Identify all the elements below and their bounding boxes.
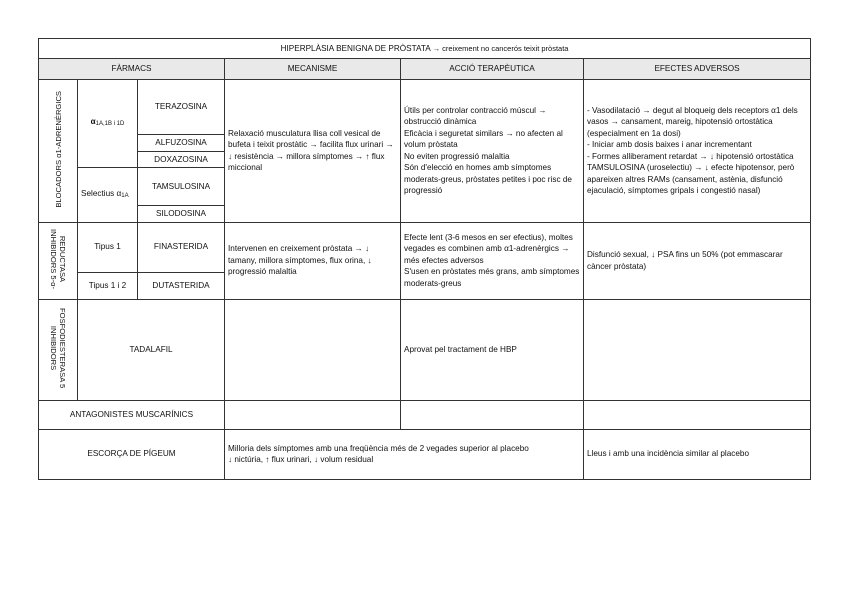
table-row	[39, 80, 811, 135]
5ar-accio-line: Efecte lent (3-6 mesos en ser efectius), moltes vegades es combinen amb α1-adrenèrgics → més efectes adversos	[404, 232, 573, 265]
title-row	[39, 39, 811, 59]
group-blocadors	[39, 80, 78, 223]
alpha-subtype-cell	[78, 80, 138, 168]
blocadors-accio	[401, 80, 584, 223]
blocadors-accio-line: Són d'elecció en homes amb símptomes moderats-greus, pròstates petites i poc risc de progressió	[404, 163, 572, 196]
blocadors-efectes	[584, 80, 811, 223]
group-pde5-label-line1: INHIBIDORS	[49, 325, 58, 370]
table-row	[39, 299, 811, 400]
drug-dutasterida: DUTASTERIDA	[138, 272, 225, 299]
selectius-label: Selectius α	[81, 188, 122, 198]
blocadors-accio-line: No eviten progressió malaltia	[404, 151, 510, 161]
drug-tamsulosina: TAMSULOSINA	[138, 168, 225, 206]
table-row	[39, 400, 811, 429]
group-pde5	[39, 299, 78, 400]
blocadors-accio-line: Eficàcia i seguretat similars → no afecten al volum pròstata	[404, 128, 563, 150]
antagonistes-efectes	[584, 400, 811, 429]
5ar-accio-line: S'usen en pròstates més grans, amb símptomes moderats-greus	[404, 267, 580, 288]
table-row	[39, 222, 811, 272]
blocadors-mecanisme: Relaxació musculatura llisa coll vesical de bufeta i teixit prostàtic → facilita flux urinari → ↓ resistència → millora símptomes → ↑ flux miccional	[225, 80, 401, 223]
blocadors-efectes-line: - Iniciar amb dosis baixes i anar incrementant	[587, 140, 752, 150]
pde5-accio: Aprovat pel tractament de HBP	[401, 299, 584, 400]
escorca-mecanisme-line: Milloria dels símptomes amb una freqüència més de 2 vegades superior al placebo	[228, 443, 529, 453]
title-main: HIPERPLÀSIA BENIGNA DE PRÒSTATA	[280, 43, 431, 53]
header-accio: ACCIÓ TERAPÈUTICA	[401, 59, 584, 80]
antagonistes-accio	[401, 400, 584, 429]
pde5-mecanisme	[225, 299, 401, 400]
antagonistes-mecanisme	[225, 400, 401, 429]
tipus-1: Tipus 1	[78, 222, 138, 272]
blocadors-efectes-line: - Vasodilatació → degut al bloqueig dels receptors α1 dels vasos → cansament, mareig, hipotensió ortostàtica (especialment en 1a dosi)	[587, 105, 798, 138]
drug-doxazosina: DOXAZOSINA	[138, 151, 225, 168]
header-farmacs: FÀRMACS	[39, 59, 225, 80]
escorca-mecanisme	[225, 429, 584, 479]
selectius-cell	[78, 168, 138, 223]
group-5ar-label	[49, 229, 67, 289]
blocadors-efectes-line: - Formes alliberament retardat → ↓ hipotensió ortostàtica	[587, 151, 794, 161]
group-5ar	[39, 222, 78, 299]
escorca-label: ESCORÇA DE PÍGEUM	[39, 429, 225, 479]
bph-drug-table	[38, 38, 811, 480]
table-row	[39, 429, 811, 479]
drug-tadalafil: TADALAFIL	[78, 299, 225, 400]
title-note: → creixement no cancerós teixit pròstata	[432, 43, 569, 53]
drug-silodosina: SILODOSINA	[138, 206, 225, 223]
5ar-accio	[401, 222, 584, 299]
tipus-1-i-2: Tipus 1 i 2	[78, 272, 138, 299]
group-5ar-label-line2: REDUCTASA	[58, 235, 67, 282]
escorca-efectes: Lleus i amb una incidència similar al placebo	[584, 429, 811, 479]
alpha-subscript: 1A,1B i 1D	[95, 121, 125, 128]
blocadors-efectes-line: TAMSULOSINA (uroselectiu) → ↓ efecte hipotensor, però apareixen altres RAMs (cansament, astènia, disfunció ejaculació, símptomes gripals i congestió nasal)	[587, 163, 795, 196]
group-pde5-label-line2: FOSFODIESTERASA 5	[58, 307, 67, 388]
drug-terazosina: TERAZOSINA	[138, 80, 225, 135]
header-row	[39, 59, 811, 80]
selectius-subscript: 1A	[121, 192, 129, 199]
group-5ar-label-line1: INHIBIDORS 5-α-	[49, 228, 58, 289]
escorca-mecanisme-line: ↓ nictúria, ↑ flux urinari, ↓ volum residual	[228, 455, 374, 464]
header-mecanisme: MECANISME	[225, 59, 401, 80]
header-efectes: EFECTES ADVERSOS	[584, 59, 811, 80]
5ar-mecanisme: Intervenen en creixement pròstata → ↓ tamany, millora símptomes, flux orina, ↓ progressió malaltia	[225, 222, 401, 299]
antagonistes-label: ANTAGONISTES MUSCARÍNICS	[39, 400, 225, 429]
group-blocadors-label: BLOCADORS α1-ADRENÈRGICS	[53, 90, 63, 208]
alpha-symbol: α	[90, 117, 96, 127]
blocadors-accio-line: Útils per controlar contracció múscul → obstrucció dinàmica	[404, 105, 547, 127]
group-pde5-label	[49, 308, 67, 388]
drug-finasterida: FINASTERIDA	[138, 222, 225, 272]
5ar-efectes: Disfunció sexual, ↓ PSA fins un 50% (pot emmascarar càncer pròstata)	[584, 222, 811, 299]
pde5-efectes	[584, 299, 811, 400]
drug-alfuzosina: ALFUZOSINA	[138, 135, 225, 152]
table-title	[39, 39, 811, 59]
